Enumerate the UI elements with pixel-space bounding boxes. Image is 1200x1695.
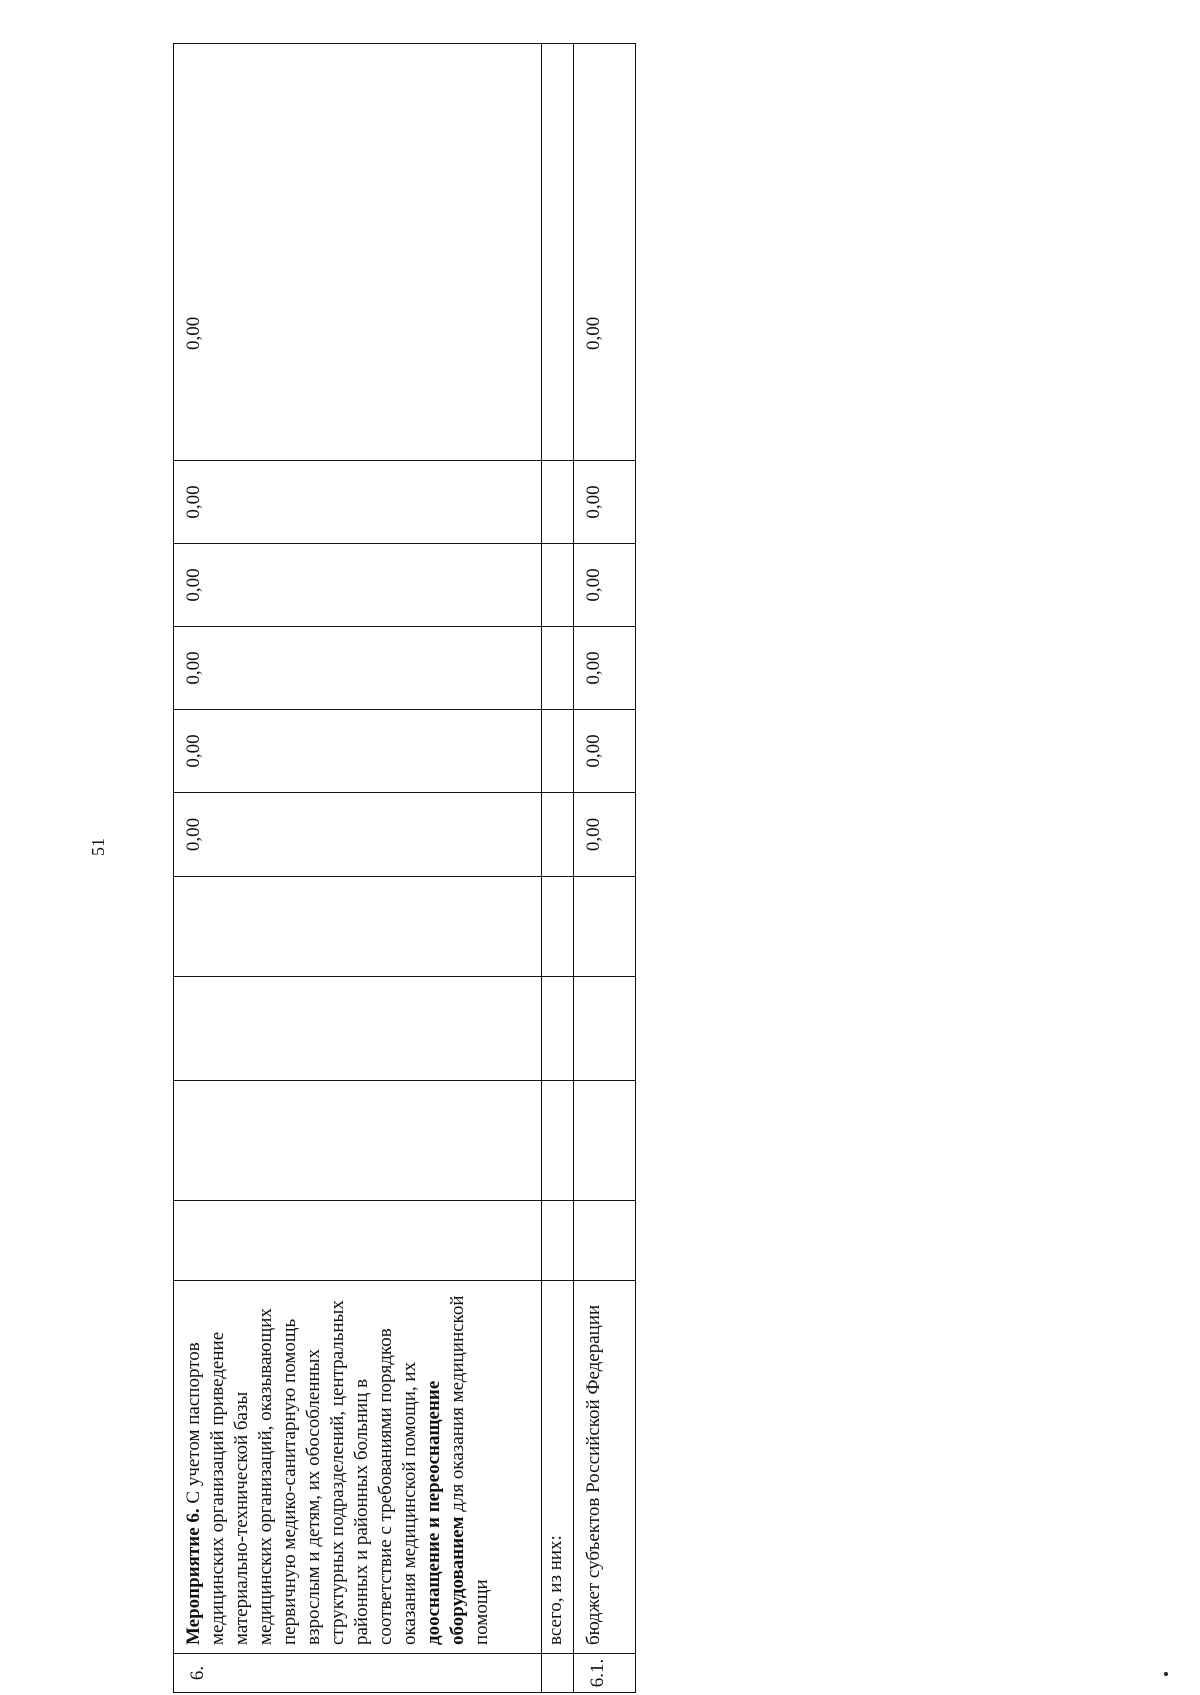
row-description: всего, из них: bbox=[542, 1281, 574, 1654]
page-number: 51 bbox=[88, 838, 108, 856]
table-cell bbox=[174, 1081, 542, 1201]
table-cell: 0,00 bbox=[174, 710, 542, 793]
description-text: для оказания медицинской помощи bbox=[447, 1295, 492, 1645]
table-cell: 0,00 bbox=[174, 544, 542, 627]
row-number: 6. bbox=[174, 1654, 542, 1693]
table-cell: 0,00 bbox=[574, 710, 636, 793]
table-cell bbox=[542, 627, 574, 710]
description-bold-text: дооснащение и переоснащение оборудованием bbox=[423, 1380, 468, 1645]
measure-title: Мероприятие 6. bbox=[183, 1508, 204, 1645]
table-cell bbox=[542, 461, 574, 544]
table-cell bbox=[574, 1201, 636, 1281]
table-cell: 0,00 bbox=[574, 544, 636, 627]
table-cell: 0,00 bbox=[174, 627, 542, 710]
table-cell bbox=[174, 877, 542, 977]
table-cell: 0,00 bbox=[574, 44, 636, 461]
budget-table bbox=[173, 46, 636, 1693]
table-cell bbox=[574, 977, 636, 1081]
table-cell bbox=[542, 877, 574, 977]
table-cell bbox=[542, 544, 574, 627]
table-row bbox=[574, 44, 636, 1693]
table-cell bbox=[574, 877, 636, 977]
table-cell bbox=[542, 793, 574, 877]
table-cell: 0,00 bbox=[174, 44, 542, 461]
table-cell bbox=[174, 1201, 542, 1281]
table-cell: 0,00 bbox=[174, 461, 542, 544]
row-number bbox=[542, 1654, 574, 1693]
table-cell bbox=[542, 1081, 574, 1201]
description-text: С учетом паспортов медицинских организаций приведение материально-технической базы медицинских организаций, оказывающих первичную медико-санитарную помощь взрослым и детям, их обособленных структурных подразделений, центральных районных и районных больниц в соответствие с требованиями порядков оказания медицинской помощи, их bbox=[183, 1300, 420, 1645]
table-cell bbox=[542, 710, 574, 793]
table-cell bbox=[574, 1081, 636, 1201]
table-cell bbox=[174, 977, 542, 1081]
table-cell: 0,00 bbox=[574, 793, 636, 877]
row-number: 6.1. bbox=[574, 1654, 636, 1693]
table-cell bbox=[542, 1201, 574, 1281]
table-row bbox=[542, 44, 574, 1693]
table-cell bbox=[542, 977, 574, 1081]
table-cell: 0,00 bbox=[574, 461, 636, 544]
table-cell: 0,00 bbox=[574, 627, 636, 710]
table-cell bbox=[542, 44, 574, 461]
table-cell: 0,00 bbox=[174, 793, 542, 877]
row-description: бюджет субъектов Российской Федерации bbox=[574, 1281, 636, 1654]
table-row bbox=[174, 44, 542, 1693]
scan-speck bbox=[1164, 1672, 1168, 1676]
row-description bbox=[174, 1281, 542, 1654]
